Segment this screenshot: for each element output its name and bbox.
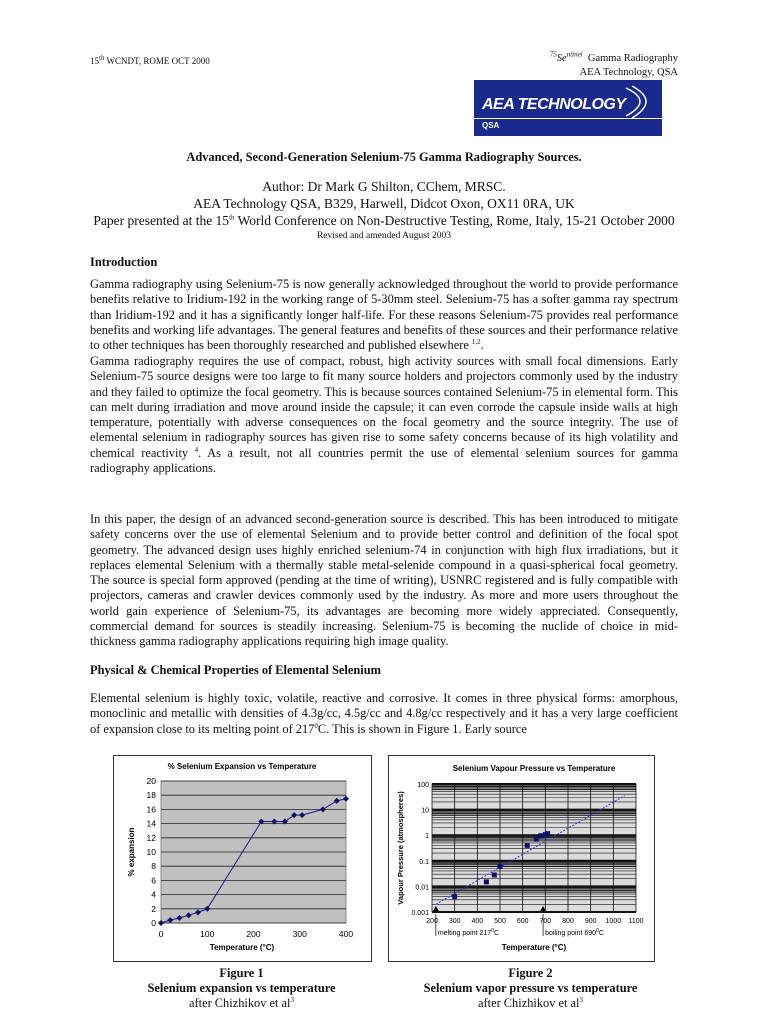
paper-title: Advanced, Second-Generation Selenium-75 Gamma Radiography Sources. [186, 150, 582, 164]
x-tick-label: 400 [471, 918, 484, 925]
brand-text: Gamma Radiography [587, 53, 678, 64]
figure-2-label: Figure 2 [508, 966, 553, 980]
p4-sup: 0 [314, 721, 318, 730]
x-tick-label: 300 [292, 929, 307, 939]
chart-title: Selenium Vapour Pressure vs Temperature [452, 764, 616, 773]
logo-text: AEA TECHNOLOGY [482, 96, 626, 113]
y-tick-label: 1 [425, 833, 429, 841]
data-point [525, 843, 530, 848]
figure-2-credit: after Chizhikov et al [478, 996, 580, 1010]
figure-1-title: Selenium expansion vs temperature [147, 981, 336, 995]
y-tick-label: 4 [151, 889, 156, 900]
figure-2-caption [388, 966, 673, 1011]
y-axis-label: % expansion [127, 827, 136, 877]
author: Author: Dr Mark G Shilton, CChem, MRSC. [262, 179, 506, 194]
y-tick-label: 100 [417, 782, 429, 789]
paragraph-2 [90, 354, 678, 476]
x-tick-label: 1000 [605, 918, 622, 925]
header-text: WCNDT, ROME OCT 2000 [104, 56, 210, 66]
conference-header [90, 56, 210, 66]
org-name: AEA Technology, QSA [579, 67, 678, 78]
y-tick-label: 2 [151, 903, 156, 914]
y-tick-label: 0.1 [419, 858, 429, 866]
figure-1-cite: 3 [290, 995, 294, 1004]
aea-logo [474, 80, 662, 136]
y-tick-label: 0 [151, 918, 156, 928]
figure-2-title: Selenium vapor pressure vs temperature [423, 981, 638, 995]
y-tick-label: 20 [146, 776, 156, 786]
figure-1-label: Figure 1 [219, 966, 264, 980]
p1-cite: 1,2 [471, 338, 481, 347]
x-tick-label: 100 [200, 929, 215, 939]
y-tick-label: 18 [146, 790, 156, 801]
data-point [545, 831, 550, 836]
annotation-label: boiling point $690^0C$ [545, 928, 604, 937]
y-tick-label: 14 [146, 818, 156, 829]
p1-end: . [480, 338, 484, 353]
data-point [534, 837, 539, 842]
x-tick-label: 1100 [628, 918, 644, 925]
p2-cite: 4 [194, 445, 199, 454]
paragraph-1 [90, 277, 678, 353]
annotation-label: melting point $217^0C$ [437, 928, 500, 937]
brand-pre: 75 [549, 50, 557, 59]
x-tick-label: 0 [158, 929, 164, 939]
y-tick-label: 0.001 [411, 910, 429, 917]
org-header [550, 52, 678, 80]
figure-1-chart [113, 755, 372, 962]
brand-sup: ntinel [566, 50, 583, 59]
y-tick-label: 0.01 [415, 884, 429, 892]
header-num: 15 [90, 56, 99, 66]
presented-line [0, 213, 768, 229]
figure-1-caption [113, 966, 370, 1011]
data-point [452, 894, 457, 899]
p4-end: C. This is shown in Figure 1. Early source [317, 721, 527, 736]
figure-2-chart [388, 755, 655, 962]
affiliation: AEA Technology QSA, B329, Harwell, Didcot Oxon, OX11 0RA, UK [193, 196, 575, 211]
p1-text: Gamma radiography using Selenium-75 is now generally acknowledged throughout the world to provide performance benefits relative to Iridium-192 in the working range of 5-30mm steel. Selenium-75 has a softer gamma ray spectrum than Iridium-192 and it has a significantly longer half-life. For these reasons Selenium-75 provides real performance benefits and working life advantages. The general features and benefits of these sources and their performance relative to other techniques has been thoroughly researched and published elsewhere [90, 277, 678, 353]
data-point [492, 872, 497, 877]
p2-text: Gamma radiography requires the use of compact, robust, high activity sources with small focal dimensions. Early Selenium-75 source designs were too large to fit many source holders and projectors commonly used by the industry and they failed to optimize the focal geometry. This is because sources contained Selenium-75 in elemental form. This can melt during irradiation and move around inside the capsule; it can even corrode the capsule inside walls at high temperature, potentially with adverse consequences on the focal geometry and the source integrity. The use of elemental selenium in radiography sources has given rise to some safety concerns because of its high volatility and chemical reactivity [90, 354, 678, 460]
x-axis-label: Temperature (°C) [501, 943, 567, 952]
presented-a: Paper presented at the 15 [93, 213, 230, 228]
x-tick-label: 300 [448, 918, 461, 925]
y-tick-label: 8 [151, 861, 156, 872]
revised-note: Revised and amended August 2003 [316, 231, 452, 241]
data-point [484, 879, 489, 884]
x-tick-label: 800 [562, 918, 574, 925]
chart-title: % Selenium Expansion vs Temperature [167, 762, 317, 771]
x-tick-label: 200 [426, 918, 438, 925]
logo-swoosh-icon [624, 84, 658, 118]
brand-se: Se [556, 53, 567, 64]
logo-sub: QSA [482, 121, 500, 130]
paragraph-3: In this paper, the design of an advanced second-generation source is described. This has been introduced to mitigate safety concerns over the use of elemental Selenium and to provide better control and definition of the focal spot geometry. The advanced design uses highly enriched selenium-74 in conjunction with high flux irradiations, but it replaces elemental Selenium with a thermally stable metal-selenide compound in a quasi-spherical focal geometry. The source is special form approved (pending at the time of writing), USNRC registered and is fully compatible with projectors, cameras and crawler devices commonly used by the industry. As more and more users throughout the world gain experience of Selenium-75, its advantages are becoming more widely appreciated. Consequently, commercial demand for sources is steadily increasing. Selenium-75 is becoming the nuclide of choice in mid-thickness gamma radiography applications requiring high image quality. [90, 512, 678, 649]
presented-sup: th [229, 213, 235, 222]
y-tick-label: 6 [151, 875, 156, 886]
section-heading-introduction: Introduction [90, 255, 158, 269]
x-tick-label: 900 [584, 918, 597, 925]
p4-text: Elemental selenium is highly toxic, volatile, reactive and corrosive. It comes in three physical forms: amorphous, monoclinic and metallic with densities of 4.3g/cc, 4.5g/cc and 4.8g/cc respectively and it has a very large coefficient of expansion close to its melting point of 217 [90, 691, 678, 736]
x-tick-label: 700 [539, 918, 552, 925]
x-tick-label: 600 [516, 918, 529, 925]
y-tick-label: 16 [146, 804, 156, 815]
x-tick-label: 500 [494, 918, 506, 925]
section-heading-properties: Physical & Chemical Properties of Elemental Selenium [90, 663, 381, 677]
figure-1-credit: after Chizhikov et al [189, 996, 291, 1010]
data-point [538, 833, 543, 838]
figure-2-cite: 3 [579, 995, 583, 1004]
p2-end: . As a result, not all countries permit the use of elemental selenium sources for gamma radiography applications. [90, 445, 678, 476]
paragraph-4 [90, 691, 678, 737]
x-tick-label: 400 [338, 929, 354, 939]
y-tick-label: 10 [421, 807, 429, 815]
x-tick-label: 200 [246, 929, 261, 939]
x-axis-label: Temperature (°C) [209, 943, 275, 952]
y-tick-label: 12 [146, 832, 156, 843]
y-tick-label: 10 [146, 847, 156, 857]
header-sup: th [99, 54, 105, 62]
y-axis-label: Vapour Pressure (atmospheres) [396, 791, 405, 905]
data-point [498, 864, 503, 869]
presented-b: World Conference on Non-Destructive Testing, Rome, Italy, 15-21 October 2000 [234, 213, 675, 228]
